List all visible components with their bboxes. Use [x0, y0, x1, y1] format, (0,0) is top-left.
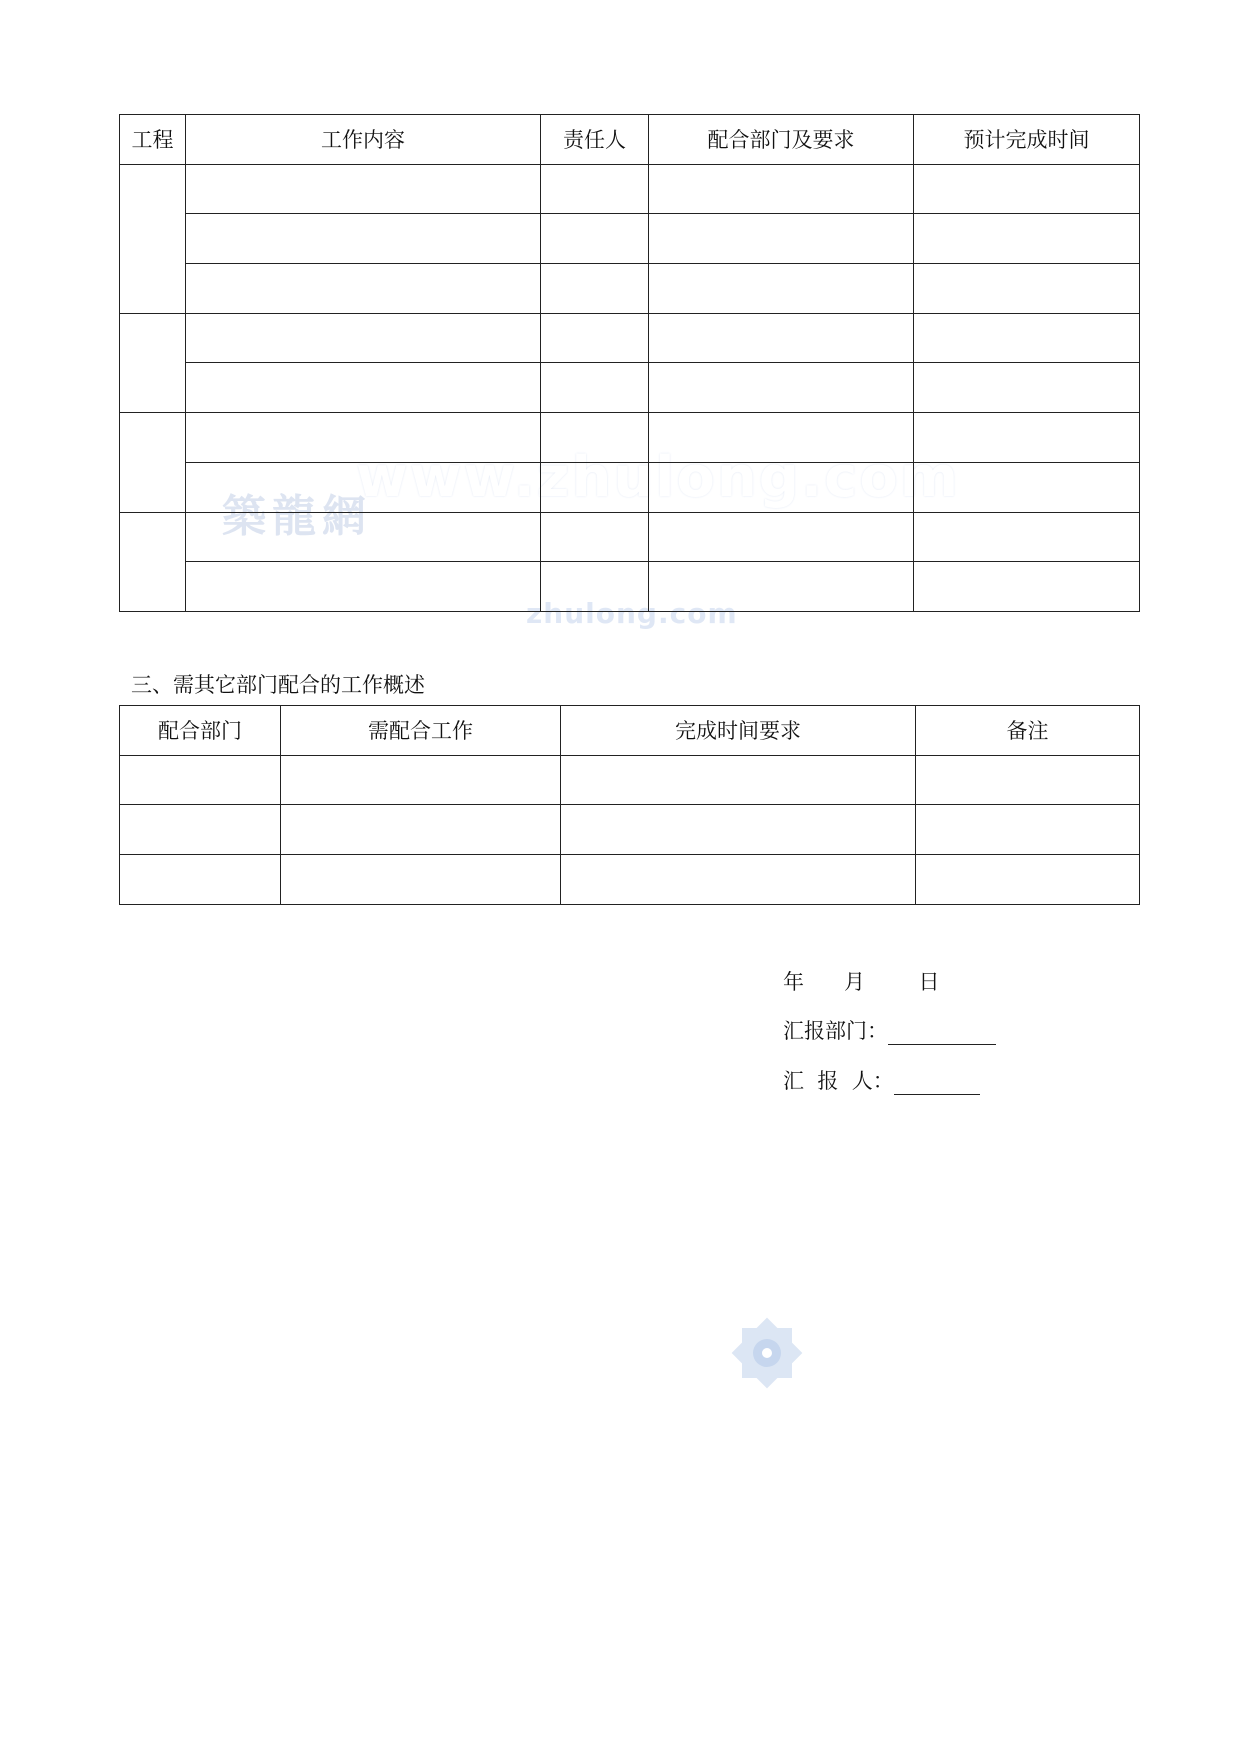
plan-row — [120, 214, 1140, 264]
project-cell[interactable] — [120, 313, 186, 412]
plan-cell[interactable] — [541, 562, 649, 612]
report-dept-label: 汇报部门： — [783, 1019, 888, 1043]
plan-cell[interactable] — [541, 413, 649, 463]
coop-header-cell: 备注 — [916, 706, 1140, 756]
plan-cell[interactable] — [186, 462, 541, 512]
reporter-label: 汇 报 人： — [783, 1069, 894, 1093]
plan-cell[interactable] — [914, 512, 1140, 562]
coop-cell[interactable] — [120, 855, 281, 905]
coop-cell[interactable] — [916, 805, 1140, 855]
coop-cell[interactable] — [120, 755, 281, 805]
plan-header-cell: 责任人 — [541, 115, 649, 165]
coop-header-row — [120, 706, 1140, 756]
report-dept-blank[interactable] — [888, 1024, 996, 1045]
coop-row — [120, 855, 1140, 905]
plan-cell[interactable] — [649, 413, 914, 463]
plan-cell[interactable] — [914, 413, 1140, 463]
plan-cell[interactable] — [541, 164, 649, 214]
plan-cell[interactable] — [649, 214, 914, 264]
coop-cell[interactable] — [916, 755, 1140, 805]
plan-cell[interactable] — [186, 164, 541, 214]
plan-row — [120, 313, 1140, 363]
plan-row — [120, 264, 1140, 314]
plan-cell[interactable] — [914, 164, 1140, 214]
plan-cell[interactable] — [186, 413, 541, 463]
plan-cell[interactable] — [649, 462, 914, 512]
plan-cell[interactable] — [186, 264, 541, 314]
coop-header-cell: 配合部门 — [120, 706, 281, 756]
plan-cell[interactable] — [914, 264, 1140, 314]
plan-cell[interactable] — [541, 313, 649, 363]
plan-cell[interactable] — [914, 462, 1140, 512]
coop-cell[interactable] — [561, 755, 916, 805]
plan-cell[interactable] — [649, 164, 914, 214]
coop-row — [120, 755, 1140, 805]
plan-cell[interactable] — [186, 512, 541, 562]
coop-cell[interactable] — [561, 855, 916, 905]
plan-header-cell: 配合部门及要求 — [649, 115, 914, 165]
section-title: 三、需其它部门配合的工作概述 — [131, 673, 425, 697]
coop-cell[interactable] — [561, 805, 916, 855]
plan-cell[interactable] — [541, 363, 649, 413]
plan-cell[interactable] — [186, 313, 541, 363]
plan-cell[interactable] — [914, 313, 1140, 363]
coop-cell[interactable] — [120, 805, 281, 855]
coop-cell[interactable] — [281, 755, 561, 805]
watermark-emblem-icon — [722, 1308, 812, 1398]
plan-cell[interactable] — [914, 562, 1140, 612]
coop-cell[interactable] — [281, 805, 561, 855]
watermark-small: zhulong.com — [526, 597, 738, 630]
plan-row — [120, 562, 1140, 612]
plan-row — [120, 363, 1140, 413]
plan-cell[interactable] — [186, 562, 541, 612]
project-cell[interactable] — [120, 413, 186, 512]
plan-cell[interactable] — [649, 363, 914, 413]
project-cell[interactable] — [120, 164, 186, 313]
plan-header-row — [120, 115, 1140, 165]
plan-cell[interactable] — [541, 462, 649, 512]
plan-cell[interactable] — [541, 512, 649, 562]
plan-cell[interactable] — [649, 313, 914, 363]
plan-cell[interactable] — [541, 264, 649, 314]
cooperation-table — [119, 705, 1140, 905]
plan-row — [120, 512, 1140, 562]
coop-row — [120, 805, 1140, 855]
plan-cell[interactable] — [649, 562, 914, 612]
project-cell[interactable] — [120, 512, 186, 611]
plan-cell[interactable] — [186, 214, 541, 264]
plan-row — [120, 413, 1140, 463]
plan-cell[interactable] — [649, 264, 914, 314]
plan-cell[interactable] — [914, 363, 1140, 413]
work-plan-table — [119, 114, 1140, 612]
reporter — [783, 1065, 980, 1095]
plan-header-cell: 预计完成时间 — [914, 115, 1140, 165]
coop-cell[interactable] — [281, 855, 561, 905]
coop-header-cell: 需配合工作 — [281, 706, 561, 756]
coop-header-cell: 完成时间要求 — [561, 706, 916, 756]
plan-cell[interactable] — [914, 214, 1140, 264]
date-line: 年 月 日 — [783, 970, 940, 994]
plan-row — [120, 164, 1140, 214]
reporter-blank[interactable] — [894, 1074, 980, 1095]
plan-cell[interactable] — [649, 512, 914, 562]
plan-row — [120, 462, 1140, 512]
coop-cell[interactable] — [916, 855, 1140, 905]
plan-cell[interactable] — [186, 363, 541, 413]
watermark-logo: 築龍網 — [222, 491, 372, 542]
plan-header-cell: 工程 — [120, 115, 186, 165]
watermark-url: www.zhulong.com — [356, 445, 961, 510]
plan-cell[interactable] — [541, 214, 649, 264]
report-dept — [783, 1015, 996, 1045]
plan-header-cell: 工作内容 — [186, 115, 541, 165]
